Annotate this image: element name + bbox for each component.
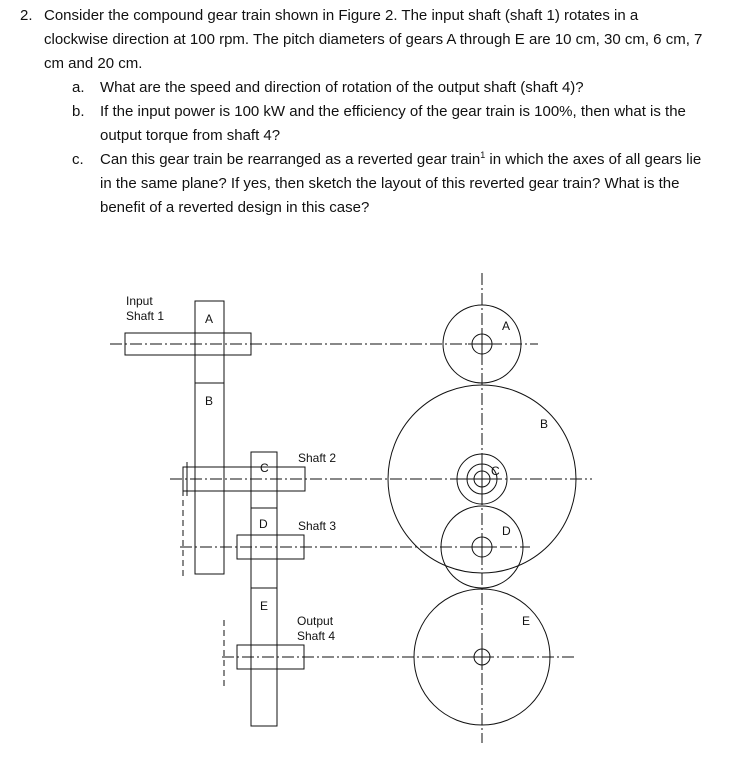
shaft2-label: Shaft 2 [298,451,337,465]
part-c-text-before: Can this gear train be rearranged as a reverted gear train [100,151,481,168]
part-a-letter: a. [72,79,85,96]
part-c-text-after: in which the axes of all gears lie in the same plane? If yes, then sketch the layout of this reverted gear train? What is the benefit of a reverted design in this case? [100,151,702,216]
front-label-b: B [540,417,549,431]
front-label-e: E [522,614,531,628]
part-a-text: What are the speed and direction of rotation of the output shaft (shaft 4)? [100,79,584,96]
side-label-b: B [205,394,214,408]
side-label-d: D [259,517,268,531]
question-stem: Consider the compound gear train shown in Figure 2. The input shaft (shaft 1) rotates in a clockwise direction at 100 rpm. The pitch diameters of gears A through E are 10 cm, 30 cm, 6 cm, 7 cm and 20 cm. [44,7,703,72]
front-label-a: A [502,319,511,333]
side-label-c: C [260,461,269,475]
input-label-1: Input [126,294,153,308]
front-label-c: C [491,464,500,478]
footnote-marker: 1 [480,150,486,160]
question-number: 2. [20,7,33,24]
part-c-letter: c. [72,151,84,168]
part-b-text: If the input power is 100 kW and the efficiency of the gear train is 100%, then what is the output torque from shaft 4? [100,103,686,144]
front-label-d: D [502,524,511,538]
side-label-e: E [260,599,269,613]
part-b-letter: b. [72,103,85,120]
input-label-2: Shaft 1 [126,309,165,323]
side-label-a: A [205,312,214,326]
output-label-1: Output [297,614,334,628]
shaft3-label: Shaft 3 [298,519,337,533]
output-label-2: Shaft 4 [297,629,336,643]
